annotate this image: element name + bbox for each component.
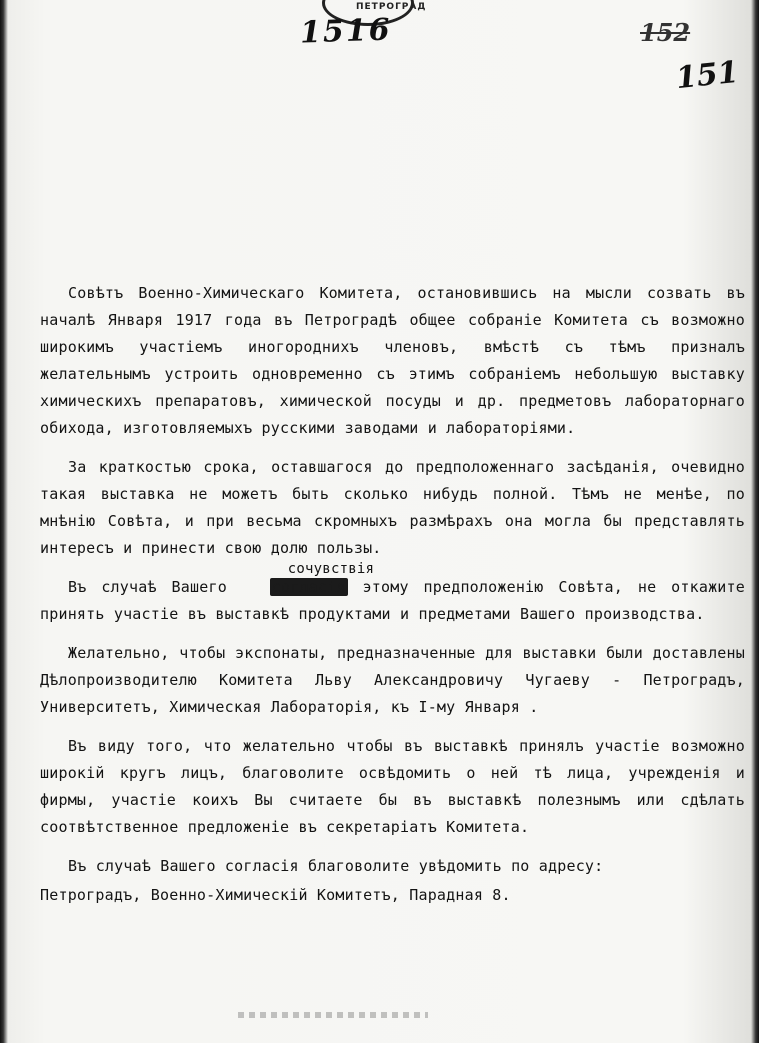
paragraph-1: Совѣтъ Военно-Химическаго Комитета, остановившись на мысли созвать въ началѣ Января 1917 года въ Петроградѣ общее собраніе Комитета съ возможно широкимъ участіемъ иногороднихъ членовъ, вмѣстѣ съ тѣмъ призналъ желательнымъ устроить одновременно съ этимъ собраніемъ небольшую выставку химическихъ препаратовъ, химической посуды и др. предметовъ лабораторнаго обихода, изготовляемыхъ русскими заводами и лабораторіями. — [40, 284, 745, 437]
scan-edge-left — [0, 0, 8, 1043]
paragraph-5: Въ виду того, что желательно чтобы въ выставкѣ принялъ участіе возможно широкій кругъ лицъ, благоволите освѣдомить о ней тѣ лица, учрежденія и фирмы, участіе коихъ Вы считаете бы въ выставкѣ полезнымъ или сдѣлать соотвѣтственное предложеніе въ секретаріатъ Комитета. — [40, 737, 745, 836]
handwritten-sheet-number: 152 — [640, 18, 691, 47]
archive-stamp-text: ПЕТРОГРАД — [356, 2, 427, 12]
correction — [242, 561, 375, 601]
struck-word: согласія — [271, 578, 346, 596]
letter-body — [40, 280, 745, 921]
paragraph-6: Въ случаѣ Вашего согласія благоволите увѣдомить по адресу: — [68, 857, 604, 875]
paragraph-3 — [40, 561, 745, 628]
inserted-word: сочувствія — [287, 561, 375, 577]
footer-smudge — [238, 1012, 428, 1018]
handwritten-folio-number: 151 — [674, 54, 741, 97]
address-line: Петроградъ, Военно-Химическій Комитетъ, Парадная 8. — [40, 886, 511, 904]
paragraph-3-start: Въ случаѣ Вашего — [68, 578, 227, 596]
handwritten-doc-number: 1516 — [299, 12, 393, 51]
paragraph-2: За краткостью срока, оставшагося до предположеннаго засѣданія, очевидно такая выставка не можетъ быть сколько нибудь полной. Тѣмъ не менѣе, по мнѣнію Совѣта, и при весьма скромныхъ размѣрахъ она могла бы представлять интересъ и принести свою долю пользы. — [40, 458, 745, 557]
paragraph-4: Желательно, чтобы экспонаты, предназначенные для выставки были доставлены Дѣлопроизводителю Комитета Льву Александровичу Чугаеву - Петроградъ, Университетъ, Химическая Лабораторія, къ I-му Января . — [40, 644, 745, 716]
scan-edge-right — [751, 0, 759, 1043]
paragraph-3-end: этому предположенію Совѣта, не откажите принять участіе въ выставкѣ продуктами и предметами Вашего производства. — [40, 578, 745, 623]
